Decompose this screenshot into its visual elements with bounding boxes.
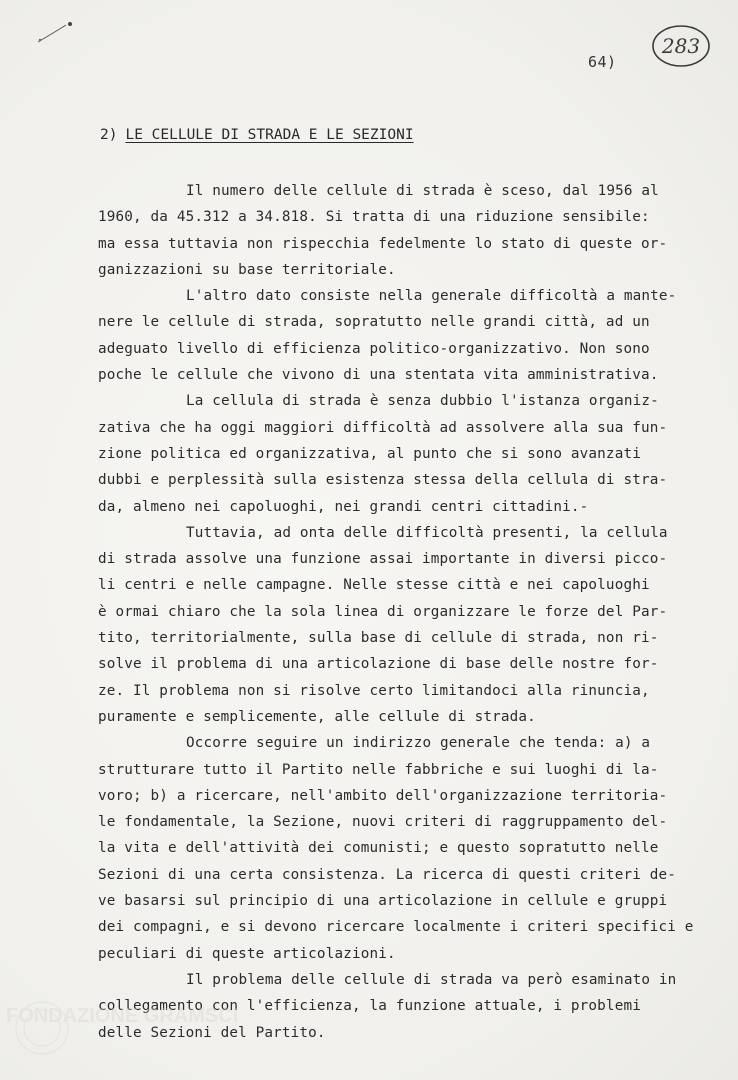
paragraph-line: La cellula di strada è senza dubbio l'istanza organiz-: [186, 393, 659, 410]
section-heading: [100, 127, 414, 143]
paragraph-line: da, almeno nei capoluoghi, nei grandi centri cittadini.-: [98, 498, 589, 515]
ink-speck-mark: [36, 18, 80, 44]
paragraph-line: ganizzazioni su base territoriale.: [98, 261, 396, 278]
paragraph-line: Occorre seguire un indirizzo generale che tenda: a) a: [186, 735, 651, 752]
paragraph-line: 1960, da 45.312 a 34.818. Si tratta di una riduzione sensibile:: [98, 209, 650, 226]
paragraph-line: puramente e semplicemente, alle cellule di strada.: [98, 708, 536, 725]
archive-stamp-number: 283: [661, 34, 701, 58]
section-title: LE CELLULE DI STRADA E LE SEZIONI: [125, 127, 414, 143]
paragraph-line: Tuttavia, ad onta delle difficoltà presenti, la cellula: [186, 524, 668, 541]
paragraph-line: ve basarsi sul principio di una articolazione in cellule e gruppi: [98, 893, 668, 910]
paragraph-line: Il numero delle cellule di strada è sceso, dal 1956 al: [186, 183, 659, 199]
paragraph-line: tito, territorialmente, sulla base di cellule di strada, non ri-: [98, 630, 659, 647]
body-text: [98, 178, 708, 1046]
watermark-text: FONDAZIONE GRAMSCI: [6, 1005, 239, 1027]
paragraph-line: è ormai chiaro che la sola linea di organizzare le forze del Par-: [98, 603, 668, 620]
paragraph-line: le fondamentale, la Sezione, nuovi criteri di raggruppamento del-: [98, 814, 668, 831]
paragraph-line: di strada assolve una funzione assai importante in diversi picco-: [98, 551, 668, 568]
paragraph-line: nere le cellule di strada, sopratutto nelle grandi città, ad un: [98, 314, 650, 331]
paragraph-line: Sezioni di una certa consistenza. La ricerca di questi criteri de-: [98, 866, 676, 883]
paragraph-line: la vita e dell'attività dei comunisti; e questo sopratutto nelle: [98, 840, 659, 857]
archive-page-stamp: [650, 22, 712, 70]
paragraph-line: ze. Il problema non si risolve certo limitandoci alla rinuncia,: [98, 682, 650, 699]
paragraph-line: zione politica ed organizzativa, al punto che si sono avanzati: [98, 445, 641, 462]
paragraph-line: dei compagni, e si devono ricercare localmente i criteri specifici e: [98, 919, 694, 936]
paragraph-line: collegamento con l'efficienza, la funzione attuale, i problemi: [98, 998, 641, 1015]
paragraph-line: peculiari di queste articolazioni.: [98, 945, 396, 962]
paragraph-line: voro; b) a ricercare, nell'ambito dell'organizzazione territoria-: [98, 787, 668, 804]
paragraph-line: ma essa tuttavia non rispecchia fedelmente lo stato di queste or-: [98, 235, 668, 252]
page-number: 64): [588, 53, 617, 71]
paragraph-line: zativa che ha oggi maggiori difficoltà ad assolvere alla sua fun-: [98, 419, 668, 436]
paragraph-line: Il problema delle cellule di strada va però esaminato in: [186, 971, 677, 988]
paragraph-line: li centri e nelle campagne. Nelle stesse città e nei capoluoghi: [98, 577, 650, 594]
paragraph-line: adeguato livello di efficienza politico-organizzativo. Non sono: [98, 340, 650, 357]
paragraph-line: strutturare tutto il Partito nelle fabbriche e sui luoghi di la-: [98, 761, 659, 778]
paragraph-line: delle Sezioni del Partito.: [98, 1024, 326, 1041]
paragraph-line: L'altro dato consiste nella generale difficoltà a mante-: [186, 288, 677, 305]
paragraph-line: solve il problema di una articolazione di base delle nostre for-: [98, 656, 659, 673]
paragraph-line: dubbi e perplessità sulla esistenza stessa della cellula di stra-: [98, 472, 668, 489]
paragraph-line: poche le cellule che vivono di una stentata vita amministrativa.: [98, 367, 659, 384]
section-number: 2): [100, 127, 118, 143]
